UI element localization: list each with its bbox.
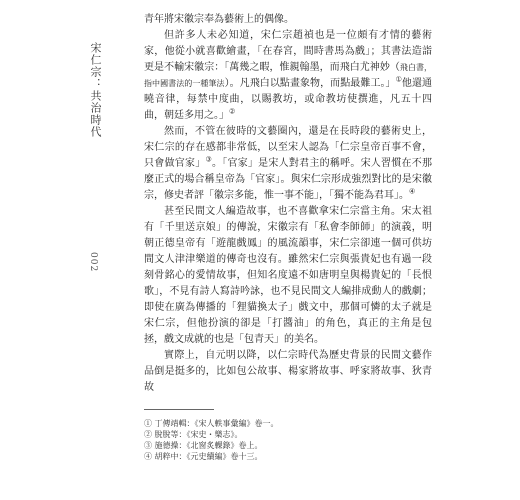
footnote-divider xyxy=(144,409,214,410)
inline-note: 飛白書，指中國書法的一種筆法 xyxy=(144,63,433,88)
page-number: 002 xyxy=(88,252,98,273)
footnote-ref-3: ③ xyxy=(205,155,212,164)
body-text xyxy=(144,12,432,396)
paragraph-3-text-b: 。「官家」是宋人對君主的稱呼。宋人習慣在不那麼正式的場合稱皇帝為「官家」。與宋仁宗形成強烈對比的是宋徽宗，修史者評「徽宗多能，惟一事不能」，「獨不能為君耳」。 xyxy=(144,158,433,201)
paragraph-2-text-b: ）。凡飛白以點畫象物，而點最難工。」 xyxy=(224,78,396,89)
paragraph-2-text-c: 他還通曉音律，每禁中度曲，以賜教坊，或命教坊使撰進，凡五十四曲，朝廷多用之。」 xyxy=(144,78,433,121)
paragraph-2-text-a: 但許多人未必知道，宋仁宗趙禎也是一位頗有才情的藝術家，他從小就喜歡繪畫，「在春宮，間時書馬為戲」；其書法造詣更是不輸宋徽宗：「萬幾之暇，惟親翰墨，而飛白尤神妙（ xyxy=(144,30,432,73)
paragraph-2 xyxy=(144,28,432,124)
paragraph-5: 實際上，自元明以降，以仁宗時代為歷史背景的民間文藝作品倒是挺多的，比如包公故事、楊家將故事、呼家將故事、狄青故 xyxy=(144,350,432,393)
paragraph-4: 甚至民間文人編造故事，也不喜歡拿宋仁宗當主角。宋太祖有「千里送京娘」的傳說，宋徽宗有「私會李師師」的演義，明朝正德皇帝有「遊龍戲鳳」的風流韻事，宋仁宗卻連一個可供坊間文人津津樂道的傳奇也沒有。雖然宋仁宗與張貴妃也有過一段刻骨銘心的愛情故事，但知名度遠不如唐明皇與楊貴妃的「長恨歌」，不見有詩人寫詩吟詠，也不見民間文人編排成動人的戲劇；即使在廣為傳播的「狸貓換太子」戲文中，那個可憐的太子就是宋仁宗，但他扮演的卻是「打醬油」的角色，真正的主角是包拯，戲文成就的也是「包青天」的美名。 xyxy=(144,206,432,345)
footnote-ref-1: ① xyxy=(395,75,402,84)
running-header-title: 宋仁宗：共治時代 xyxy=(89,42,102,138)
footnote-ref-2: ② xyxy=(229,107,236,116)
footnotes xyxy=(144,418,432,462)
paragraph-1: 青年將宋徽宗奉為藝術上的偶像。 xyxy=(144,14,294,25)
paragraph-3-text-a: 然而，不管在彼時的文藝圈內，還是在長時段的藝術史上，宋仁宗的存在感都非常低，以至宋人認為「仁宗皇帝百事不會，只會做官家」 xyxy=(144,126,432,169)
footnote-item: ① 丁傳靖輯：《宋人軼事彙編》卷一。 xyxy=(144,419,279,428)
footnote-item: ③ 施德操：《北窗炙輠錄》卷上。 xyxy=(144,441,263,450)
footnote-ref-4: ④ xyxy=(409,187,416,196)
paragraph-3 xyxy=(144,124,432,204)
footnote-item: ④ 胡粹中：《元史續編》卷十三。 xyxy=(144,452,263,461)
footnote-item: ② 脫脫等：《宋史・樂志》。 xyxy=(144,430,243,439)
